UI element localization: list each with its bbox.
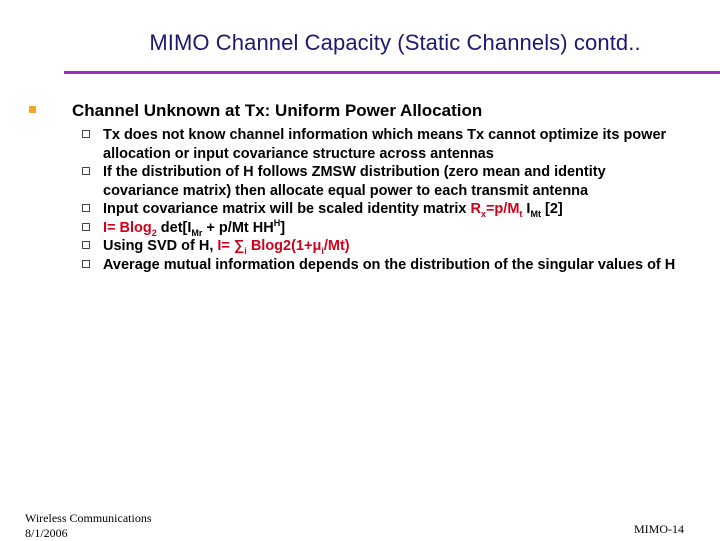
bullet-square-icon xyxy=(29,106,36,113)
title-divider xyxy=(64,71,720,74)
checkbox-bullet-icon xyxy=(82,204,90,212)
checkbox-bullet-icon xyxy=(82,167,90,175)
formula-svd: $I= \sum_i$ $Blog2(1+\mu_i/Mt)$ xyxy=(217,238,350,256)
formula-rx: $R_x=p/M_t$ xyxy=(470,201,523,219)
item-text: Input covariance matrix will be scaled identity matrix xyxy=(103,201,471,217)
list-item: Using SVD of H, $I= \sum_i$ $Blog2(1+\mu_i/Mt)$ xyxy=(82,237,682,256)
checkbox-bullet-icon xyxy=(82,241,90,249)
formula-capacity: I= Blog$_2$ xyxy=(103,219,157,238)
checkbox-bullet-icon xyxy=(82,223,90,231)
section-heading: Channel Unknown at Tx: Uniform Power Allocation xyxy=(72,101,483,120)
list-item xyxy=(82,256,682,275)
bullet-list xyxy=(82,126,682,274)
list-item xyxy=(82,126,682,163)
footer-date: 8/1/2006 xyxy=(25,526,68,540)
checkbox-bullet-icon xyxy=(82,130,90,138)
slide-title: MIMO Channel Capacity (Static Channels) contd.. xyxy=(149,30,641,55)
list-item: I= Blog$_2$ $\det[I_{Mr} + p/Mt$ $HH^H$] xyxy=(82,219,682,238)
list-item xyxy=(82,163,682,200)
footer-course: Wireless Communications xyxy=(25,511,152,525)
item-text: If the distribution of H follows ZMSW distribution (zero mean and identity covariance matrix) then allocate equal power to each transmit antenna xyxy=(103,164,606,199)
item-text: Tx does not know channel information which means Tx cannot optimize its power allocation or input covariance structure across antennas xyxy=(103,127,667,162)
slide-number: MIMO-14 xyxy=(634,522,684,536)
list-item: Input covariance matrix will be scaled identity matrix $R_x=p/M_t$ $I_{Mt}$ [2] xyxy=(82,200,682,219)
item-text: Average mutual information depends on the distribution of the singular values of H xyxy=(103,256,676,273)
footer-info xyxy=(25,511,152,541)
checkbox-bullet-icon xyxy=(82,260,90,268)
